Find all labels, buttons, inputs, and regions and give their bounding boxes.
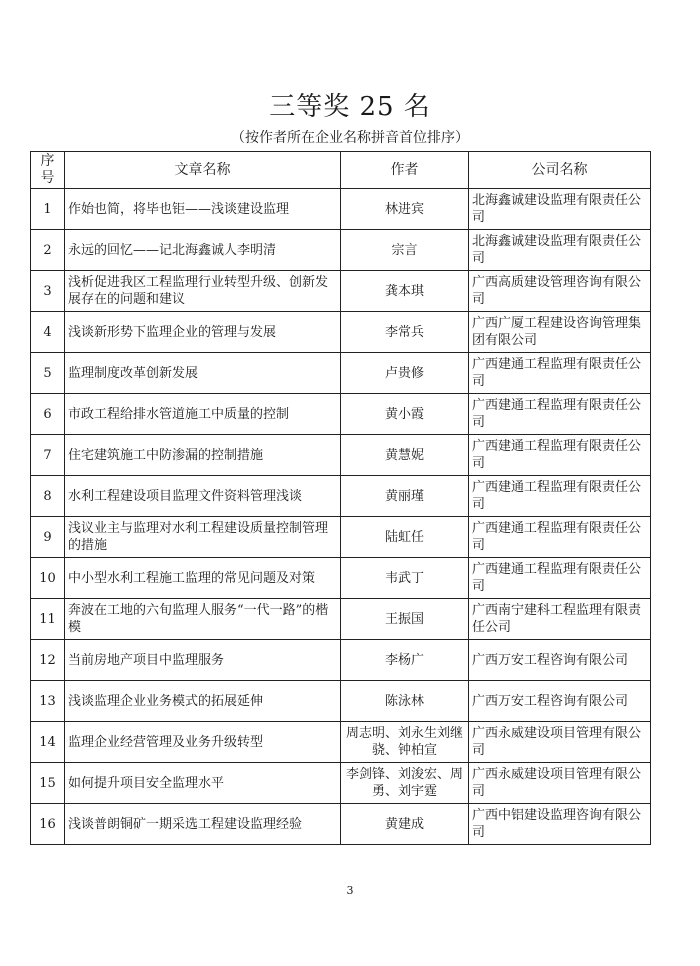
- article-title: 如何提升项目安全监理水平: [65, 763, 341, 804]
- article-title: 水利工程建设项目监理文件资料管理浅谈: [65, 476, 341, 517]
- row-number: 6: [31, 394, 65, 435]
- article-title: 浅谈普朗铜矿一期采选工程建设监理经验: [65, 804, 341, 845]
- article-title: 市政工程给排水管道施工中质量的控制: [65, 394, 341, 435]
- article-title: 中小型水利工程施工监理的常见问题及对策: [65, 558, 341, 599]
- row-number: 4: [31, 312, 65, 353]
- company-name: 广西永威建设项目管理有限公司: [469, 722, 651, 763]
- company-name: 广西万安工程咨询有限公司: [469, 681, 651, 722]
- author-name: 黄慧妮: [341, 435, 469, 476]
- author-name: 周志明、刘永生刘继骁、钟柏宣: [341, 722, 469, 763]
- author-name: 王振国: [341, 599, 469, 640]
- table-row: [31, 599, 651, 640]
- header-company: 公司名称: [469, 152, 651, 189]
- table-row: [31, 681, 651, 722]
- author-name: 韦武丁: [341, 558, 469, 599]
- table-row: [31, 763, 651, 804]
- author-name: 黄小霞: [341, 394, 469, 435]
- author-name: 陆虹任: [341, 517, 469, 558]
- table-row: [31, 558, 651, 599]
- author-name: 黄建成: [341, 804, 469, 845]
- article-title: 监理制度改革创新发展: [65, 353, 341, 394]
- article-title: 作始也简，将毕也钜——浅谈建设监理: [65, 189, 341, 230]
- table-row: [31, 312, 651, 353]
- company-name: 广西广厦工程建设咨询管理集团有限公司: [469, 312, 651, 353]
- header-number: 序号: [31, 152, 65, 189]
- table-row: [31, 189, 651, 230]
- author-name: 宗言: [341, 230, 469, 271]
- company-name: 广西中铝建设监理咨询有限公司: [469, 804, 651, 845]
- row-number: 1: [31, 189, 65, 230]
- page-number: 3: [346, 884, 354, 897]
- article-title: 浅谈监理企业业务模式的拓展延伸: [65, 681, 341, 722]
- author-name: 李常兵: [341, 312, 469, 353]
- article-title: 监理企业经营管理及业务升级转型: [65, 722, 341, 763]
- company-name: 广西万安工程咨询有限公司: [469, 640, 651, 681]
- company-name: 北海鑫诚建设监理有限责任公司: [469, 189, 651, 230]
- table-row: [31, 804, 651, 845]
- row-number: 5: [31, 353, 65, 394]
- company-name: 北海鑫诚建设监理有限责任公司: [469, 230, 651, 271]
- row-number: 12: [31, 640, 65, 681]
- row-number: 3: [31, 271, 65, 312]
- table-header-row: [31, 152, 651, 189]
- author-name: 陈泳林: [341, 681, 469, 722]
- row-number: 15: [31, 763, 65, 804]
- row-number: 10: [31, 558, 65, 599]
- author-name: 龚本琪: [341, 271, 469, 312]
- row-number: 13: [31, 681, 65, 722]
- header-author: 作者: [341, 152, 469, 189]
- table-row: [31, 517, 651, 558]
- company-name: 广西南宁建科工程监理有限责任公司: [469, 599, 651, 640]
- table-row: [31, 271, 651, 312]
- row-number: 9: [31, 517, 65, 558]
- article-title: 浅析促进我区工程监理行业转型升级、创新发展存在的问题和建议: [65, 271, 341, 312]
- article-title: 永远的回忆——记北海鑫诚人李明清: [65, 230, 341, 271]
- table-row: [31, 435, 651, 476]
- author-name: 李剑锋、刘浚宏、周勇、刘宇霆: [341, 763, 469, 804]
- company-name: 广西建通工程监理有限责任公司: [469, 558, 651, 599]
- awards-table: [30, 151, 651, 845]
- author-name: 林进宾: [341, 189, 469, 230]
- row-number: 7: [31, 435, 65, 476]
- table-row: [31, 230, 651, 271]
- row-number: 14: [31, 722, 65, 763]
- article-title: 当前房地产项目中监理服务: [65, 640, 341, 681]
- company-name: 广西永威建设项目管理有限公司: [469, 763, 651, 804]
- page-title: 三等奖 25 名: [269, 92, 431, 122]
- author-name: 卢贵修: [341, 353, 469, 394]
- row-number: 11: [31, 599, 65, 640]
- row-number: 8: [31, 476, 65, 517]
- company-name: 广西建通工程监理有限责任公司: [469, 353, 651, 394]
- author-name: 黄丽瑾: [341, 476, 469, 517]
- article-title: 奔波在工地的六旬监理人服务“一代一路”的楷模: [65, 599, 341, 640]
- company-name: 广西建通工程监理有限责任公司: [469, 394, 651, 435]
- company-name: 广西高质建设管理咨询有限公司: [469, 271, 651, 312]
- table-row: [31, 353, 651, 394]
- company-name: 广西建通工程监理有限责任公司: [469, 435, 651, 476]
- company-name: 广西建通工程监理有限责任公司: [469, 476, 651, 517]
- author-name: 李杨广: [341, 640, 469, 681]
- table-row: [31, 394, 651, 435]
- page-subtitle: （按作者所在企业名称拼音首位排序）: [231, 130, 469, 146]
- table-row: [31, 640, 651, 681]
- article-title: 浅谈新形势下监理企业的管理与发展: [65, 312, 341, 353]
- article-title: 住宅建筑施工中防渗漏的控制措施: [65, 435, 341, 476]
- header-article: 文章名称: [65, 152, 341, 189]
- article-title: 浅议业主与监理对水利工程建设质量控制管理的措施: [65, 517, 341, 558]
- table-row: [31, 476, 651, 517]
- table-row: [31, 722, 651, 763]
- row-number: 16: [31, 804, 65, 845]
- row-number: 2: [31, 230, 65, 271]
- company-name: 广西建通工程监理有限责任公司: [469, 517, 651, 558]
